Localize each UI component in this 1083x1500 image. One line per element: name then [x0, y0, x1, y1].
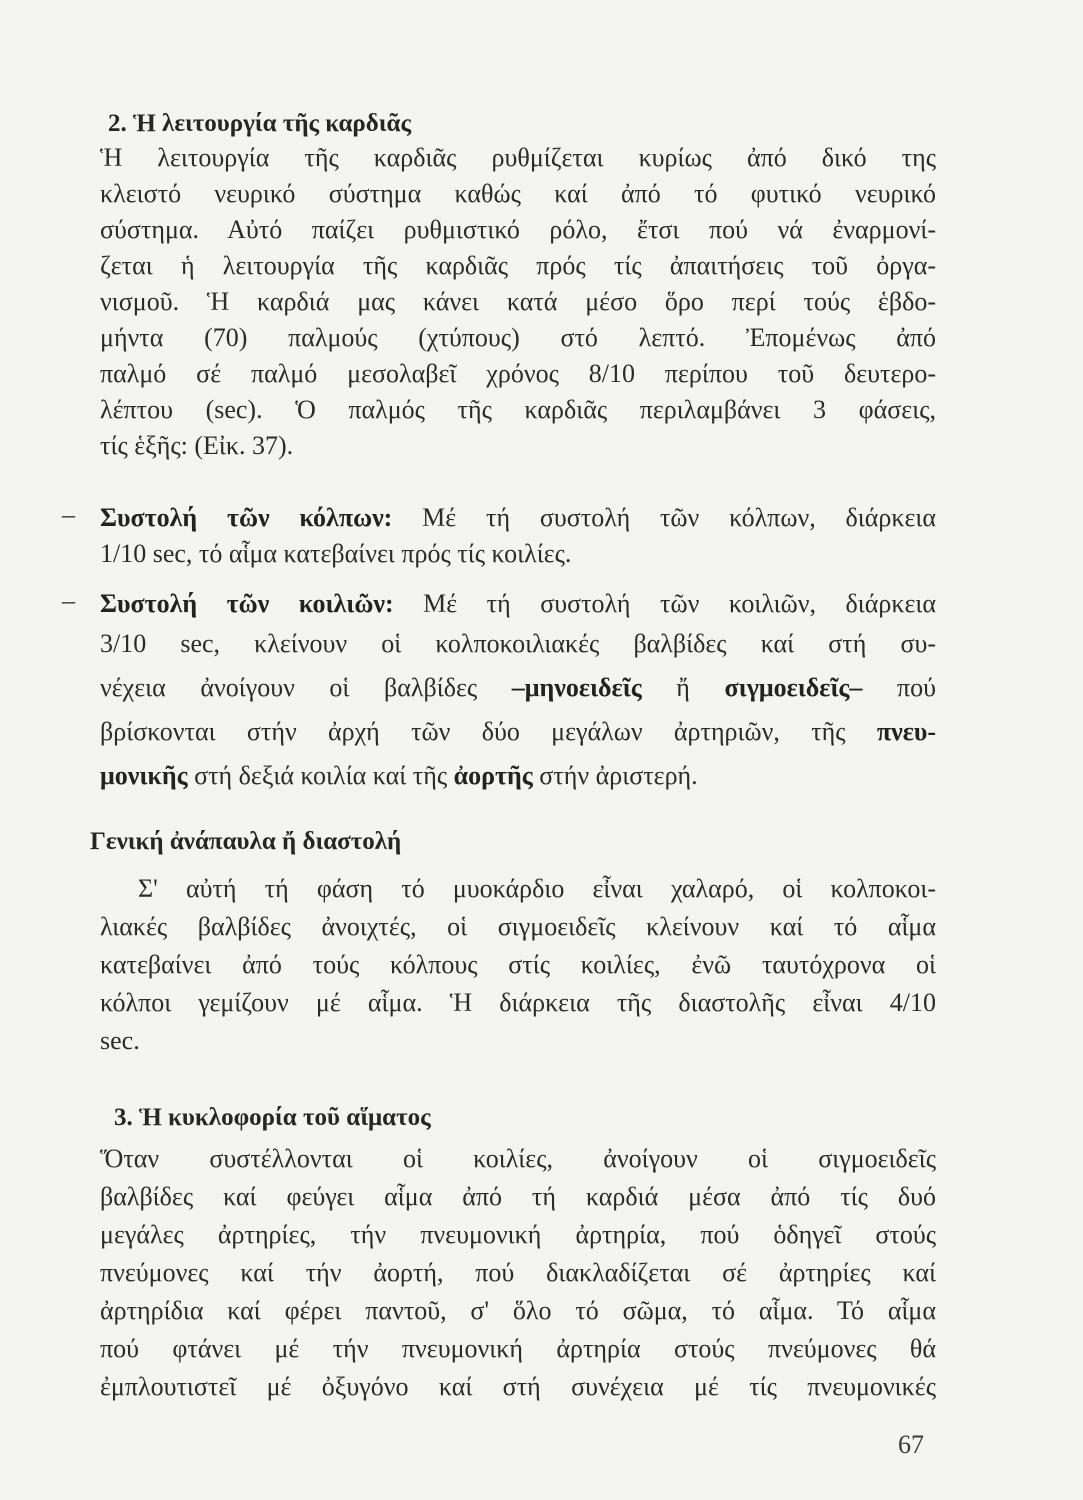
text-line: νέχεια ἀνοίγουν οἱ βαλβίδες –μηνοειδεῖς ἤ σιγμοειδεῖς– πού	[100, 673, 936, 702]
diastole-heading: Γενική ἀνάπαυλα ἤ διαστολή	[90, 828, 402, 855]
bullet-dash: –	[62, 500, 75, 529]
bullet-ventricular-systole	[100, 586, 936, 798]
text-line: Ὅταν συστέλλονται οἱ κοιλίες, ἀνοίγουν οἱ σιγμοειδεῖς	[100, 1144, 936, 1173]
section-3-paragraph	[100, 1140, 936, 1406]
text-line: 3/10 sec, κλείνουν οἱ κολποκοιλιακές βαλβίδες καί στή συ-	[100, 629, 936, 658]
text-line: μεγάλες ἀρτηρίες, τήν πνευμονική ἀρτηρία, πού ὁδηγεῖ στούς	[100, 1220, 936, 1249]
diastole-paragraph	[100, 870, 936, 1060]
text-line: τίς ἑξῆς: (Εἰκ. 37).	[100, 431, 294, 460]
page-number: 67	[898, 1430, 924, 1459]
text-line: παλμό σέ παλμό μεσολαβεῖ χρόνος 8/10 περίπου τοῦ δευτερο-	[100, 359, 936, 388]
section-3-heading: 3. Ἡ κυκλοφορία τοῦ αἵματος	[114, 1104, 431, 1131]
text-line: βαλβίδες καί φεύγει αἷμα ἀπό τή καρδιά μέσα ἀπό τίς δυό	[100, 1182, 936, 1211]
bullet-atrial-systole	[100, 500, 936, 572]
text-line: μήντα (70) παλμούς (χτύπους) στό λεπτό. Ἐπομένως ἀπό	[100, 323, 936, 352]
text-line: Ἡ λειτουργία τῆς καρδιᾶς ρυθμίζεται κυρίως ἀπό δικό της	[100, 143, 936, 172]
text-line: λιακές βαλβίδες ἀνοιχτές, οἱ σιγμοειδεῖς κλείνουν καί τό αἷμα	[100, 912, 936, 941]
text-line: κλειστό νευρικό σύστημα καθώς καί ἀπό τό φυτικό νευρικό	[100, 179, 936, 208]
bold-term: Συστολή τῶν κοιλιῶν:	[100, 589, 394, 618]
text-line: πνεύμονες καί τήν ἀορτή, πού διακλαδίζεται σέ ἀρτηρίες καί	[100, 1258, 936, 1287]
bold-term: Συστολή τῶν κόλπων:	[100, 503, 393, 532]
text-line: βρίσκονται στήν ἀρχή τῶν δύο μεγάλων ἀρτηριῶν, τῆς πνευ-	[100, 717, 937, 746]
text-line: 1/10 sec, τό αἷμα κατεβαίνει πρός τίς κοιλίες.	[100, 539, 572, 568]
section-2-heading: 2. Ἡ λειτουργία τῆς καρδιᾶς	[108, 110, 412, 137]
text-line: Συστολή τῶν κόλπων: Μέ τή συστολή τῶν κόλπων, διάρκεια	[100, 503, 937, 532]
text-line: Συστολή τῶν κοιλιῶν: Μέ τή συστολή τῶν κοιλιῶν, διάρκεια	[100, 589, 936, 618]
text-line: μονικῆς στή δεξιά κοιλία καί τῆς ἀορτῆς στήν ἀριστερή.	[100, 761, 698, 790]
text-line: πού φτάνει μέ τήν πνευμονική ἀρτηρία στούς πνεύμονες θά	[100, 1334, 936, 1363]
text-line: Σ' αὐτή τή φάση τό μυοκάρδιο εἶναι χαλαρό, οἱ κολποκοι-	[138, 874, 936, 903]
text-line: νισμοῦ. Ἡ καρδιά μας κάνει κατά μέσο ὅρο περί τούς ἑβδο-	[100, 287, 936, 316]
bullet-dash: –	[62, 586, 75, 615]
text-line: ἐμπλουτιστεῖ μέ ὀξυγόνο καί στή συνέχεια μέ τίς πνευμονικές	[100, 1372, 936, 1401]
text-line: ζεται ἡ λειτουργία τῆς καρδιᾶς πρός τίς ἀπαιτήσεις τοῦ ὀργα-	[100, 251, 936, 280]
text-line: σύστημα. Αὐτό παίζει ρυθμιστικό ρόλο, ἔτσι πού νά ἐναρμονί-	[100, 215, 936, 244]
text-line: κατεβαίνει ἀπό τούς κόλπους στίς κοιλίες, ἐνῶ ταυτόχρονα οἱ	[100, 950, 936, 979]
section-2-paragraph	[100, 140, 936, 464]
text-line: λέπτου (sec). Ὁ παλμός τῆς καρδιᾶς περιλαμβάνει 3 φάσεις,	[100, 395, 936, 424]
text-line: ἀρτηρίδια καί φέρει παντοῦ, σ' ὅλο τό σῶμα, τό αἷμα. Τό αἷμα	[100, 1296, 936, 1325]
text-line: sec.	[100, 1026, 140, 1055]
text-line: κόλποι γεμίζουν μέ αἷμα. Ἡ διάρκεια τῆς διαστολῆς εἶναι 4/10	[100, 988, 936, 1017]
